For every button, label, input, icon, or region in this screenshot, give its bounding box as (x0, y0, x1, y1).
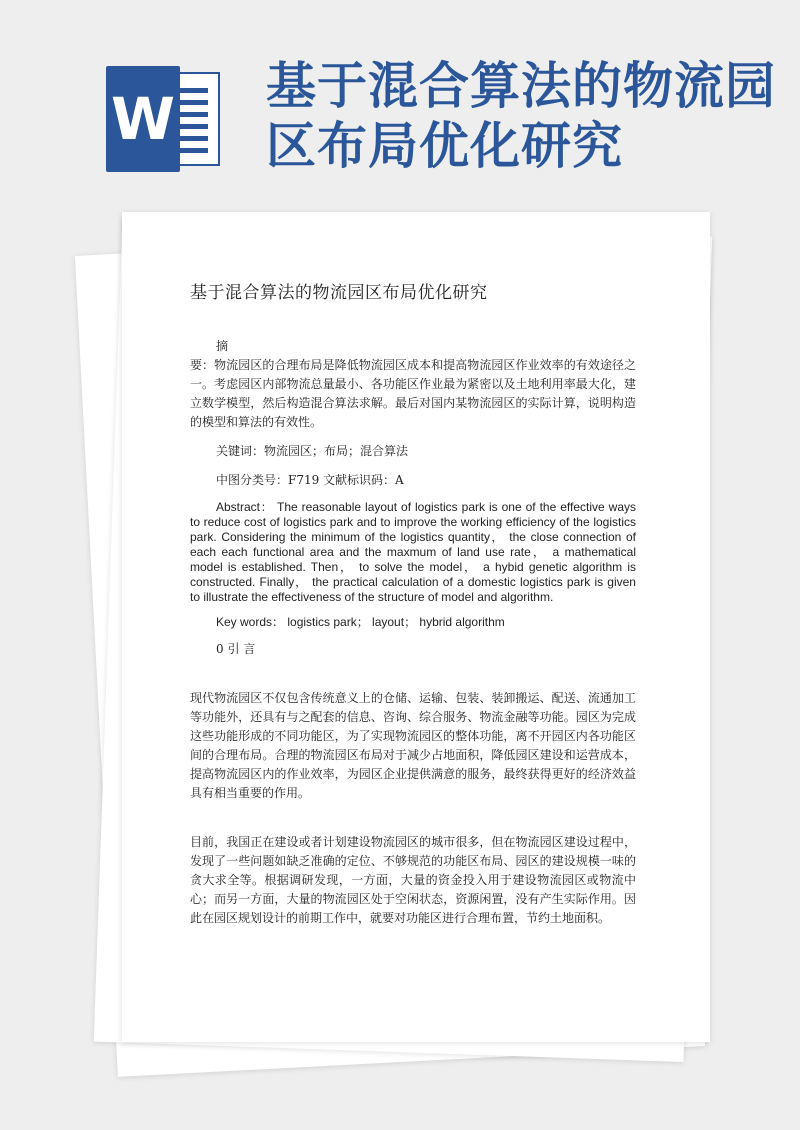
keywords-english: Key words： logistics park； layout； hybrid algorithm (216, 615, 505, 629)
word-document-icon (106, 66, 220, 172)
abstract-text: 要：物流园区的合理布局是降低物流园区成本和提高物流园区作业效率的有效途径之一。考虑园区内部物流总量最小、各功能区作业最为紧密以及土地利用率最大化，建立数学模型，然后构造混合算法求解。最后对国内某物流园区的实际计算，说明构造的模型和算法的有效性。 (190, 358, 636, 429)
keywords-cn: 关键词：物流园区；布局；混合算法 (216, 444, 409, 458)
document-title: 基于混合算法的物流园区布局优化研究 (190, 283, 488, 303)
abstract-english: Abstract： The reasonable layout of logistics park is one of the effective ways to reduce cost of logistics park and to improve the working efficiency of the logistics park. Considering the minimum of the logistics quantity， the close connection of each each functional area and the maxmum of land use rate， a mathematical model is established. Then， to solve the model， a hybid genetic algorithm is constructed. Finally， the practical calculation of a domestic logistics park is given to illustrate the effectiveness of the structure of model and algorithm. (190, 500, 636, 604)
body-paragraph: 现代物流园区不仅包含传统意义上的仓储、运输、包装、装卸搬运、配送、流通加工等功能外，还具有与之配套的信息、咨询、综合服务、物流金融等功能。园区为完成这些功能形成的不同功能区，为了实现物流园区的整体功能，离不开园区内各功能区间的合理布局。合理的物流园区布局对于减少占地面积，降低园区建设和运营成本，提高物流园区内的作业效率，为园区企业提供满意的服务，最终获得更好的经济效益具有相当重要的作用。 (190, 691, 636, 800)
abstract-label: 摘 (216, 339, 229, 353)
icon-letter: W (106, 66, 180, 172)
document-body (190, 284, 636, 928)
section-heading: 0 引 言 (216, 642, 256, 656)
classification-code: 中图分类号：F719 文献标识码：A (216, 473, 404, 487)
body-paragraph: 目前，我国正在建设或者计划建设物流园区的城市很多，但在物流园区建设过程中，发现了一些问题如缺乏准确的定位、不够规范的功能区布局、园区的建设规模一味的贪大求全等。根据调研发现，一方面，大量的资金投入用于建设物流园区或物流中心；而另一方面，大量的物流园区处于空闲状态，资源闲置，没有产生实际作用。因此在园区规划设计的前期工作中，就要对功能区进行合理布置，节约土地面积。 (190, 835, 636, 925)
banner-title: 基于混合算法的物流园区布局优化研究 (266, 56, 776, 175)
